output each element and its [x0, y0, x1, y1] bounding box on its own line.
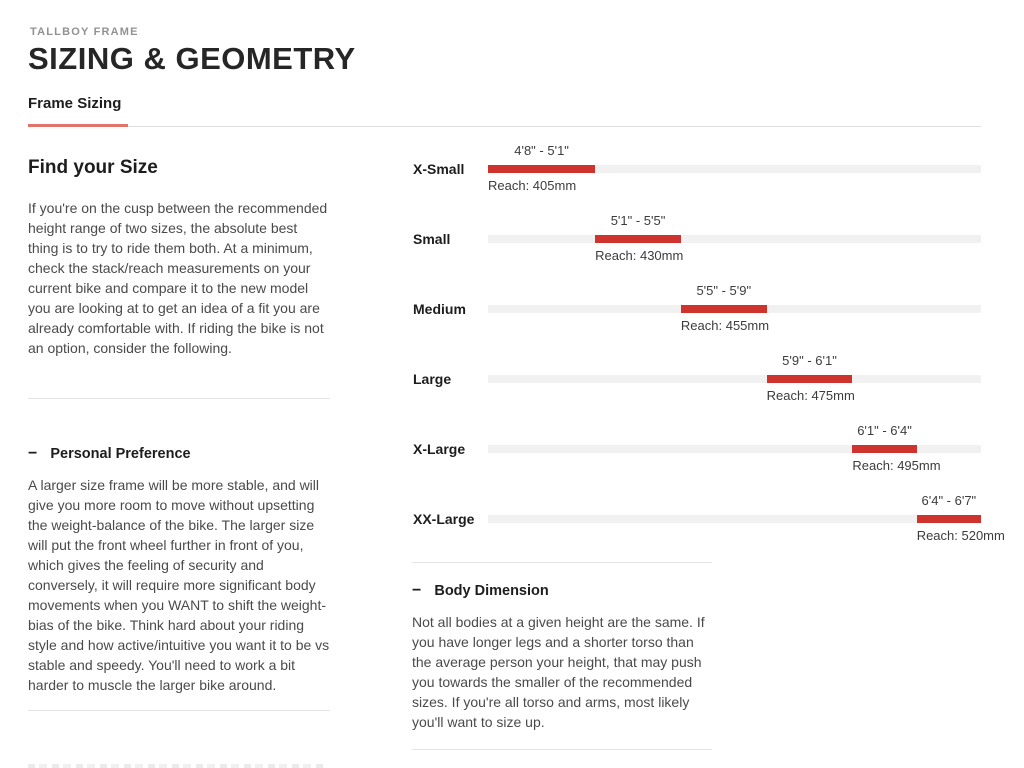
row-chart [488, 350, 981, 420]
height-range-bar [595, 235, 681, 243]
active-tab-underline [28, 124, 128, 127]
size-label: Large [413, 371, 452, 387]
page-title: SIZING & GEOMETRY [28, 41, 356, 76]
size-row [412, 350, 981, 420]
height-range-bar [852, 445, 916, 453]
reach-label: Reach: 430mm [595, 248, 684, 263]
height-range-label: 6'1" - 6'4" [857, 423, 912, 438]
height-range-bar [767, 375, 853, 383]
section-divider [28, 710, 330, 711]
body-dimension-header[interactable] [412, 583, 712, 599]
size-row [412, 280, 981, 350]
size-row [412, 490, 1005, 560]
reach-label: Reach: 475mm [766, 388, 855, 403]
find-your-size-heading: Find your Size [28, 157, 158, 178]
section-divider [412, 749, 712, 750]
size-label: Medium [413, 301, 466, 317]
height-range-label: 5'1" - 5'5" [610, 213, 666, 228]
reach-label: Reach: 405mm [488, 178, 577, 193]
personal-preference-heading: Personal Preference [50, 446, 191, 462]
reach-label: Reach: 520mm [916, 528, 1005, 543]
height-track [488, 515, 981, 523]
row-chart [488, 490, 1005, 560]
tab-frame-sizing[interactable]: Frame Sizing [28, 95, 122, 112]
size-row [412, 210, 981, 280]
row-chart [488, 140, 981, 210]
height-track [488, 165, 981, 173]
personal-preference-text: A larger size frame will be more stable, and will give you more room to move without upsetting the weight-balance of the bike. The larger size will put the front wheel further in front of you, which gives the feeling of security and conversely, it will require more significant body movements when you WANT to shift the weight-bias of the bike. Think hard about your riding style and how active/intuitive you want it to be vs stable and speedy. You'll need to work a bit harder to muscle the larger bike around. [28, 477, 330, 693]
height-track [488, 235, 981, 243]
body-dimension-text: Not all bodies at a given height are the same. If you have longer legs and a shorter torso than the average person your height, that may push you towards the smaller of the recommended sizes. If you're all torso and arms, most likely you'll want to size up. [412, 614, 705, 730]
height-range-bar [488, 165, 595, 173]
collapse-minus-icon[interactable]: − [28, 445, 38, 462]
find-your-size-text: If you're on the cusp between the recommended height range of two sizes, the absolute best thing is to try to ride them both. At a minimum, check the stack/reach measurements on your current bike and compare it to the new model you are looking at to get an idea of a fit you are already comfortable with. If riding the bike is not an option, consider the following. [28, 200, 328, 356]
height-range-label: 5'5" - 5'9" [696, 283, 752, 298]
row-chart [488, 280, 981, 350]
height-track [488, 305, 981, 313]
reach-label: Reach: 495mm [852, 458, 941, 473]
height-range-bar [917, 515, 981, 523]
size-label: X-Large [413, 441, 466, 457]
row-chart [488, 210, 981, 280]
personal-preference-header[interactable] [28, 446, 330, 462]
height-range-label: 4'8" - 5'1" [514, 143, 569, 158]
row-chart [488, 420, 981, 490]
size-label: XX-Large [413, 511, 475, 527]
size-chart-column [412, 140, 1005, 750]
height-range-bar [681, 305, 767, 313]
size-row [412, 420, 981, 490]
height-range-label: 6'4" - 6'7" [921, 493, 977, 508]
body-dimension-section [412, 583, 712, 750]
body-dimension-heading: Body Dimension [434, 583, 549, 599]
section-divider [28, 398, 330, 399]
clipped-text-remnant [28, 764, 324, 768]
find-your-size-column [28, 157, 330, 711]
collapse-minus-icon[interactable]: − [412, 582, 422, 599]
size-label: X-Small [413, 161, 465, 177]
size-chart [412, 140, 1005, 560]
reach-label: Reach: 455mm [680, 318, 770, 333]
frame-eyebrow: TALLBOY FRAME [30, 26, 139, 38]
height-track [488, 375, 981, 383]
section-divider [412, 562, 712, 563]
tab-divider [28, 126, 981, 127]
height-range-label: 5'9" - 6'1" [782, 353, 837, 368]
size-label: Small [413, 231, 451, 247]
size-row [412, 140, 981, 210]
height-track [488, 445, 981, 453]
